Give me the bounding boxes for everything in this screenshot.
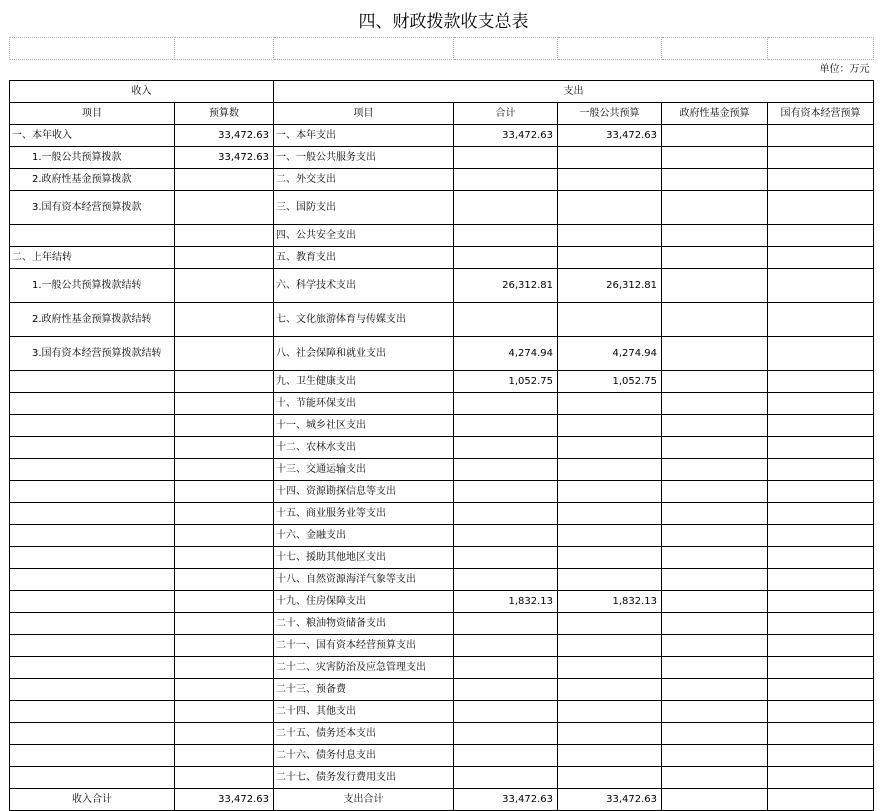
income-item: 3.国有资本经营预算拨款结转	[10, 337, 175, 371]
state-value	[768, 745, 874, 767]
total-value	[454, 437, 558, 459]
state-value	[768, 147, 874, 169]
income-item	[10, 415, 175, 437]
income-item	[10, 657, 175, 679]
income-value	[175, 303, 274, 337]
fund-value	[662, 613, 768, 635]
income-item: 二、上年结转	[10, 247, 175, 269]
general-value	[558, 635, 662, 657]
table-row	[10, 745, 874, 767]
col-state-capital-budget: 国有资本经营预算	[768, 103, 874, 125]
expense-item: 二十七、债务发行费用支出	[274, 767, 454, 789]
table-row	[10, 767, 874, 789]
expense-item: 二十四、其他支出	[274, 701, 454, 723]
general-value	[558, 225, 662, 247]
general-value	[558, 169, 662, 191]
spacer-row	[10, 38, 874, 60]
state-value	[768, 613, 874, 635]
income-value	[175, 657, 274, 679]
general-value	[558, 481, 662, 503]
state-value	[768, 303, 874, 337]
income-item	[10, 569, 175, 591]
table-row	[10, 503, 874, 525]
income-value	[175, 679, 274, 701]
income-value	[175, 169, 274, 191]
general-value	[558, 147, 662, 169]
income-item	[10, 503, 175, 525]
expense-item: 二十、粮油物资储备支出	[274, 613, 454, 635]
income-value	[175, 191, 274, 225]
fund-value	[662, 337, 768, 371]
general-value	[558, 247, 662, 269]
table-row	[10, 547, 874, 569]
income-value: 33,472.63	[175, 125, 274, 147]
table-row	[10, 437, 874, 459]
state-value	[768, 525, 874, 547]
state-value	[768, 459, 874, 481]
state-value	[768, 679, 874, 701]
expense-item: 二十三、预备费	[274, 679, 454, 701]
general-value	[558, 437, 662, 459]
fund-value	[662, 723, 768, 745]
expense-item: 一、一般公共服务支出	[274, 147, 454, 169]
fund-value	[662, 569, 768, 591]
general-value	[558, 701, 662, 723]
fund-total-value	[662, 789, 768, 811]
expense-item: 二、外交支出	[274, 169, 454, 191]
general-value	[558, 303, 662, 337]
total-value: 33,472.63	[454, 125, 558, 147]
state-value	[768, 225, 874, 247]
col-expense-item: 项目	[274, 103, 454, 125]
section-header-row	[10, 81, 874, 103]
expense-item: 十、节能环保支出	[274, 393, 454, 415]
expense-item: 十五、商业服务业等支出	[274, 503, 454, 525]
income-value	[175, 591, 274, 613]
total-value	[454, 393, 558, 415]
income-value	[175, 393, 274, 415]
table-row	[10, 269, 874, 303]
income-total-label: 收入合计	[10, 789, 175, 811]
state-value	[768, 393, 874, 415]
col-income-budget: 预算数	[175, 103, 274, 125]
income-value	[175, 547, 274, 569]
general-value: 1,052.75	[558, 371, 662, 393]
expense-item: 八、社会保障和就业支出	[274, 337, 454, 371]
fund-value	[662, 225, 768, 247]
total-value	[454, 459, 558, 481]
total-value	[454, 503, 558, 525]
col-total: 合计	[454, 103, 558, 125]
general-value	[558, 191, 662, 225]
total-value	[454, 657, 558, 679]
total-value	[454, 767, 558, 789]
fund-value	[662, 371, 768, 393]
state-value	[768, 547, 874, 569]
income-value	[175, 415, 274, 437]
total-value	[454, 303, 558, 337]
total-value: 4,274.94	[454, 337, 558, 371]
income-item: 2.政府性基金预算拨款	[10, 169, 175, 191]
unit-label: 单位：万元	[10, 60, 874, 81]
table-row	[10, 225, 874, 247]
table-row	[10, 169, 874, 191]
general-value	[558, 459, 662, 481]
total-value	[454, 415, 558, 437]
total-value	[454, 701, 558, 723]
income-value	[175, 269, 274, 303]
general-value	[558, 415, 662, 437]
total-value: 1,052.75	[454, 371, 558, 393]
state-value	[768, 503, 874, 525]
fund-value	[662, 247, 768, 269]
total-value	[454, 481, 558, 503]
state-value	[768, 125, 874, 147]
total-value	[454, 613, 558, 635]
general-value	[558, 723, 662, 745]
income-item: 1.一般公共预算拨款结转	[10, 269, 175, 303]
income-value	[175, 437, 274, 459]
state-value	[768, 767, 874, 789]
expense-item: 三、国防支出	[274, 191, 454, 225]
state-value	[768, 481, 874, 503]
expense-header: 支出	[274, 81, 874, 103]
income-value	[175, 247, 274, 269]
income-item: 1.一般公共预算拨款	[10, 147, 175, 169]
state-value	[768, 657, 874, 679]
income-item	[10, 393, 175, 415]
state-value	[768, 337, 874, 371]
table-row	[10, 337, 874, 371]
fund-value	[662, 191, 768, 225]
fund-value	[662, 635, 768, 657]
income-value	[175, 525, 274, 547]
income-item	[10, 723, 175, 745]
income-item: 2.政府性基金预算拨款结转	[10, 303, 175, 337]
fund-value	[662, 269, 768, 303]
table-row	[10, 635, 874, 657]
table-row	[10, 147, 874, 169]
fund-value	[662, 745, 768, 767]
column-header-row	[10, 103, 874, 125]
total-value	[454, 247, 558, 269]
col-fund-budget: 政府性基金预算	[662, 103, 768, 125]
income-item	[10, 225, 175, 247]
expense-item: 十六、金融支出	[274, 525, 454, 547]
expense-item: 十九、住房保障支出	[274, 591, 454, 613]
state-value	[768, 437, 874, 459]
expense-total-label: 支出合计	[274, 789, 454, 811]
income-value	[175, 701, 274, 723]
fund-value	[662, 393, 768, 415]
general-value	[558, 657, 662, 679]
total-value	[454, 679, 558, 701]
general-value	[558, 525, 662, 547]
income-value	[175, 481, 274, 503]
fund-value	[662, 701, 768, 723]
fund-value	[662, 147, 768, 169]
table-row	[10, 247, 874, 269]
table-row	[10, 393, 874, 415]
state-value	[768, 569, 874, 591]
income-value	[175, 613, 274, 635]
totals-row	[10, 789, 874, 811]
total-value	[454, 525, 558, 547]
state-value	[768, 247, 874, 269]
table-row	[10, 679, 874, 701]
total-value	[454, 569, 558, 591]
table-row	[10, 459, 874, 481]
table-row	[10, 569, 874, 591]
fund-value	[662, 657, 768, 679]
state-value	[768, 415, 874, 437]
income-value	[175, 569, 274, 591]
income-item	[10, 679, 175, 701]
general-value	[558, 745, 662, 767]
table-row	[10, 723, 874, 745]
general-value: 4,274.94	[558, 337, 662, 371]
total-value	[454, 225, 558, 247]
col-income-item: 项目	[10, 103, 175, 125]
expense-item: 五、教育支出	[274, 247, 454, 269]
expense-item: 十四、资源勘探信息等支出	[274, 481, 454, 503]
fund-value	[662, 459, 768, 481]
income-value	[175, 225, 274, 247]
fund-value	[662, 503, 768, 525]
income-value	[175, 459, 274, 481]
expense-item: 七、文化旅游体育与传媒支出	[274, 303, 454, 337]
income-item: 3.国有资本经营预算拨款	[10, 191, 175, 225]
fund-value	[662, 169, 768, 191]
fund-value	[662, 125, 768, 147]
fund-value	[662, 767, 768, 789]
general-value: 1,832.13	[558, 591, 662, 613]
income-item	[10, 481, 175, 503]
unit-row	[10, 60, 874, 81]
state-value	[768, 169, 874, 191]
income-item	[10, 525, 175, 547]
table-row	[10, 525, 874, 547]
income-value: 33,472.63	[175, 147, 274, 169]
state-value	[768, 591, 874, 613]
income-item	[10, 635, 175, 657]
general-value: 33,472.63	[558, 125, 662, 147]
general-value	[558, 767, 662, 789]
table-title: 四、财政拨款收支总表	[358, 12, 529, 32]
income-item	[10, 591, 175, 613]
state-value	[768, 723, 874, 745]
fund-value	[662, 679, 768, 701]
expense-item: 九、卫生健康支出	[274, 371, 454, 393]
income-value	[175, 745, 274, 767]
income-item	[10, 547, 175, 569]
income-value	[175, 723, 274, 745]
expense-item: 十七、援助其他地区支出	[274, 547, 454, 569]
fund-value	[662, 547, 768, 569]
total-value	[454, 147, 558, 169]
fund-value	[662, 591, 768, 613]
expense-item: 十二、农林水支出	[274, 437, 454, 459]
income-item	[10, 767, 175, 789]
expense-item: 四、公共安全支出	[274, 225, 454, 247]
income-item	[10, 701, 175, 723]
table-row	[10, 371, 874, 393]
fund-value	[662, 437, 768, 459]
income-item	[10, 371, 175, 393]
fund-value	[662, 481, 768, 503]
expense-item: 二十二、灾害防治及应急管理支出	[274, 657, 454, 679]
income-total-value: 33,472.63	[175, 789, 274, 811]
state-value	[768, 371, 874, 393]
total-value	[454, 169, 558, 191]
table-row	[10, 191, 874, 225]
table-row	[10, 481, 874, 503]
table-row	[10, 613, 874, 635]
income-value	[175, 635, 274, 657]
state-value	[768, 701, 874, 723]
total-value	[454, 635, 558, 657]
income-item	[10, 437, 175, 459]
total-value	[454, 191, 558, 225]
general-value	[558, 393, 662, 415]
state-value	[768, 191, 874, 225]
fiscal-appropriation-table	[9, 37, 874, 811]
general-value	[558, 547, 662, 569]
state-total-value	[768, 789, 874, 811]
income-header: 收入	[10, 81, 274, 103]
fund-value	[662, 415, 768, 437]
total-value	[454, 745, 558, 767]
total-value: 1,832.13	[454, 591, 558, 613]
total-value	[454, 723, 558, 745]
general-value	[558, 569, 662, 591]
total-value	[454, 547, 558, 569]
income-value	[175, 337, 274, 371]
col-general-budget: 一般公共预算	[558, 103, 662, 125]
general-value: 26,312.81	[558, 269, 662, 303]
table-row	[10, 125, 874, 147]
expense-item: 十一、城乡社区支出	[274, 415, 454, 437]
fund-value	[662, 525, 768, 547]
table-row	[10, 657, 874, 679]
table-row	[10, 701, 874, 723]
expense-item: 十三、交通运输支出	[274, 459, 454, 481]
table-row	[10, 415, 874, 437]
income-item	[10, 613, 175, 635]
fund-value	[662, 303, 768, 337]
expense-item: 六、科学技术支出	[274, 269, 454, 303]
income-item: 一、本年收入	[10, 125, 175, 147]
state-value	[768, 635, 874, 657]
general-value	[558, 679, 662, 701]
income-value	[175, 767, 274, 789]
table-row	[10, 591, 874, 613]
table-row	[10, 303, 874, 337]
expense-total-value: 33,472.63	[454, 789, 558, 811]
expense-item: 二十六、债务付息支出	[274, 745, 454, 767]
income-item	[10, 745, 175, 767]
general-total-value: 33,472.63	[558, 789, 662, 811]
income-value	[175, 503, 274, 525]
income-item	[10, 459, 175, 481]
income-value	[175, 371, 274, 393]
general-value	[558, 503, 662, 525]
total-value: 26,312.81	[454, 269, 558, 303]
expense-item: 一、本年支出	[274, 125, 454, 147]
general-value	[558, 613, 662, 635]
state-value	[768, 269, 874, 303]
expense-item: 二十五、债务还本支出	[274, 723, 454, 745]
expense-item: 二十一、国有资本经营预算支出	[274, 635, 454, 657]
expense-item: 十八、自然资源海洋气象等支出	[274, 569, 454, 591]
